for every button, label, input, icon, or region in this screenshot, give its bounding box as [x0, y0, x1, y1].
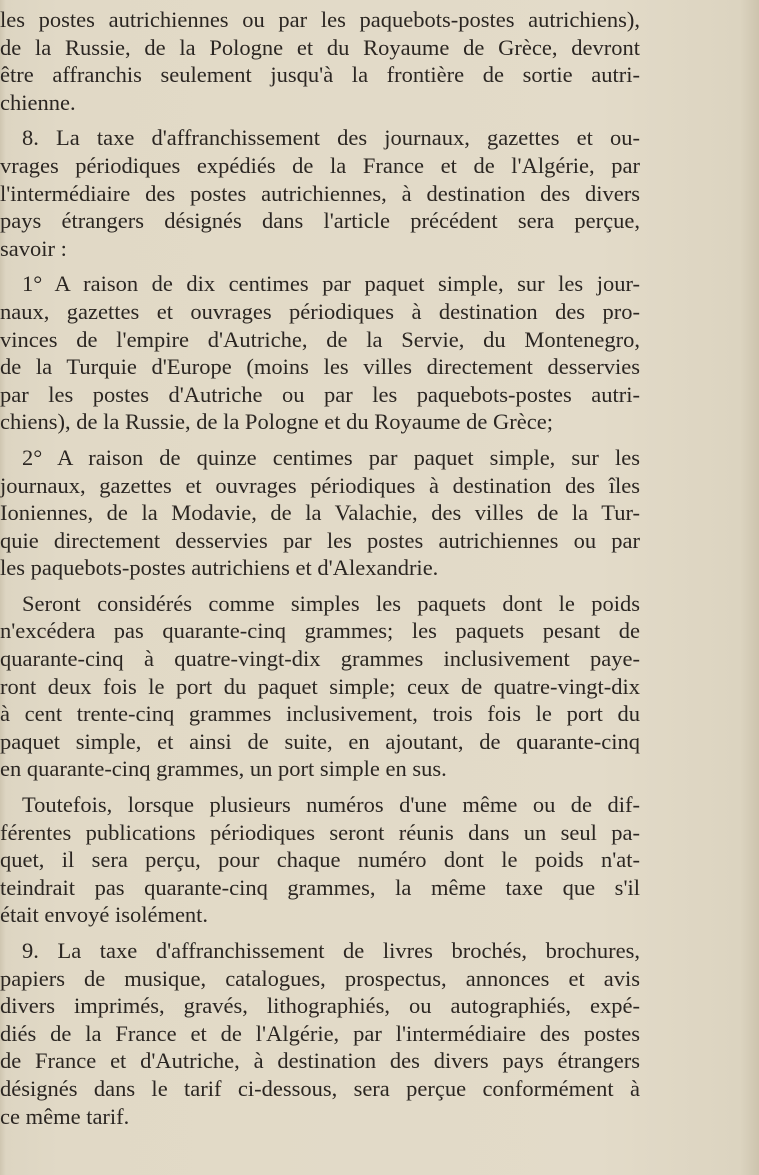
text-line: les postes autrichiennes ou par les paquebots-postes autrichiens),: [0, 7, 640, 32]
text-line: diés de la France et de l'Algérie, par l'intermédiaire des postes: [0, 1020, 640, 1046]
text-line: à cent trente-cinq grammes inclusivement, trois fois le port du: [0, 701, 640, 727]
text-line: Toutefois, lorsque plusieurs numéros d'une même ou de dif-: [22, 792, 640, 818]
text-line: être affranchis seulement jusqu'à la frontière de sortie autri-: [0, 62, 640, 88]
text-line: divers imprimés, gravés, lithographiés, ou autographiés, expé-: [0, 993, 640, 1019]
text-line: 1° A raison de dix centimes par paquet simple, sur les jour-: [22, 271, 640, 297]
paragraph: [0, 270, 640, 436]
text-line: désignés dans le tarif ci-dessous, sera perçue conformément à: [0, 1075, 640, 1101]
paragraph-gap: [0, 436, 640, 444]
paragraph: [0, 937, 640, 1130]
text-line: quarante-cinq à quatre-vingt-dix grammes inclusivement paye-: [0, 646, 640, 672]
text-line: ront deux fois le port du paquet simple; ceux de quatre-vingt-dix: [0, 673, 640, 699]
paragraph: [0, 590, 640, 783]
paragraph-gap: [0, 783, 640, 791]
paragraph-gap: [0, 262, 640, 270]
text-line: de la Turquie d'Europe (moins les villes directement desservies: [0, 354, 640, 380]
text-line: paquet simple, et ainsi de suite, en ajoutant, de quarante-cinq: [0, 728, 640, 754]
paragraph: [0, 791, 640, 929]
paragraph: [0, 6, 640, 116]
text-line: savoir :: [0, 235, 67, 261]
text-line: en quarante-cinq grammes, un port simple en sus.: [0, 756, 447, 782]
text-line: teindrait pas quarante-cinq grammes, la même taxe que s'il: [0, 874, 640, 900]
text-line: chiens), de la Russie, de la Pologne et du Royaume de Grèce;: [0, 409, 553, 435]
text-line: Seront considérés comme simples les paquets dont le poids: [22, 590, 640, 616]
text-line: ce même tarif.: [0, 1103, 130, 1129]
paragraph: [0, 124, 640, 262]
text-line: naux, gazettes et ouvrages périodiques à destination des pro-: [0, 298, 640, 324]
text-line: par les postes d'Autriche ou par les paquebots-postes autri-: [0, 381, 640, 407]
text-line: l'intermédiaire des postes autrichiennes, à destination des divers: [0, 180, 640, 206]
text-line: 9. La taxe d'affranchissement de livres brochés, brochures,: [22, 938, 640, 963]
text-line: journaux, gazettes et ouvrages périodiques à destination des îles: [0, 472, 640, 498]
text-line: de France et d'Autriche, à destination des divers pays étrangers: [0, 1048, 640, 1074]
text-line: quie directement desservies par les postes autrichiennes ou par: [0, 527, 640, 553]
text-line: chienne.: [0, 89, 76, 115]
text-line: était envoyé isolément.: [0, 902, 209, 928]
text-line: férentes publications périodiques seront réunis dans un seul pa-: [0, 819, 640, 845]
text-line: n'excédera pas quarante-cinq grammes; les paquets pesant de: [0, 618, 640, 644]
text-line: papiers de musique, catalogues, prospectus, annonces et avis: [0, 965, 640, 991]
text-line: de la Russie, de la Pologne et du Royaume de Grèce, devront: [0, 34, 640, 60]
text-line: les paquebots-postes autrichiens et d'Alexandrie.: [0, 555, 439, 581]
text-line: quet, il sera perçu, pour chaque numéro dont le poids n'at-: [0, 847, 640, 873]
text-line: vinces de l'empire d'Autriche, de la Servie, du Montenegro,: [0, 326, 640, 352]
text-line: Ioniennes, de la Modavie, de la Valachie, des villes de la Tur-: [0, 500, 640, 526]
text-line: 2° A raison de quinze centimes par paquet simple, sur les: [22, 444, 640, 470]
paragraph-gap: [0, 929, 640, 937]
paragraph-gap: [0, 582, 640, 590]
paragraph-gap: [0, 116, 640, 124]
text-line: pays étrangers désignés dans l'article précédent sera perçue,: [0, 208, 640, 234]
text-line: vrages périodiques expédiés de la France et de l'Algérie, par: [0, 152, 640, 178]
text-line: 8. La taxe d'affranchissement des journaux, gazettes et ou-: [22, 125, 640, 151]
paragraph: [0, 444, 640, 582]
